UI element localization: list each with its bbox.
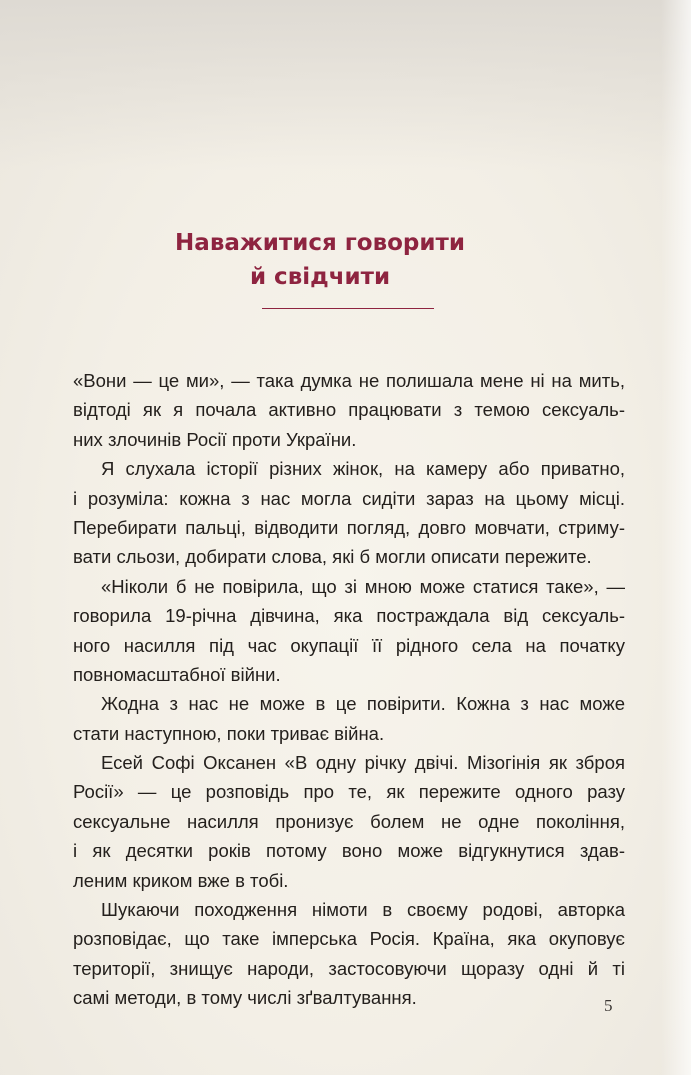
text-line: Жодна з нас не може в це повірити. Кожна з нас може bbox=[101, 693, 625, 715]
text-line: Есей Софі Оксанен «В одну річку двічі. Мізогінія як зброя bbox=[101, 752, 625, 774]
text-line: них злочинів Росії проти України. bbox=[73, 428, 357, 450]
text-line: Шукаючи походження німоти в своєму родові, авторка bbox=[101, 899, 625, 921]
paragraph bbox=[73, 366, 625, 454]
text-line: території, знищує народи, застосовуючи щоразу одні й ті bbox=[73, 957, 625, 979]
chapter-title-line-2: й свідчити bbox=[249, 264, 391, 290]
chapter-title bbox=[110, 226, 530, 294]
title-divider bbox=[262, 308, 434, 309]
text-line: і розуміла: кожна з нас могла сидіти зараз на цьому місці. bbox=[73, 487, 625, 509]
text-line: повномасштабної війни. bbox=[73, 663, 281, 685]
text-line: «Вони — це ми», — така думка не полишала мене ні на мить, bbox=[73, 370, 625, 391]
text-line: і як десятки років потому воно може відгукнутися здав- bbox=[73, 840, 625, 862]
text-line: ного насилля під час окупації її рідного села на початку bbox=[73, 634, 625, 656]
text-line: говорила 19-річна дівчина, яка постраждала від сексуаль- bbox=[73, 605, 625, 627]
text-line: Перебирати пальці, відводити погляд, довго мовчати, стриму- bbox=[73, 516, 625, 538]
paragraph bbox=[73, 689, 625, 748]
text-line: розповідає, що таке імперська Росія. Країна, яка окуповує bbox=[73, 928, 625, 950]
paragraph bbox=[73, 895, 625, 1013]
text-line: самі методи, в тому числі зґвалтування. bbox=[73, 987, 417, 1009]
text-line: вати сльози, добирати слова, які б могли описати пережите. bbox=[73, 546, 592, 568]
text-line: сексуальне насилля пронизує болем не одне покоління, bbox=[73, 810, 625, 832]
paragraph bbox=[73, 454, 625, 572]
text-line: Росії» — це розповідь про те, як пережите одного разу bbox=[73, 781, 625, 803]
paragraph bbox=[73, 748, 625, 895]
text-line: «Ніколи б не повірила, що зі мною може статися таке», — bbox=[101, 575, 625, 597]
chapter-title-line-1: Наважитися говорити bbox=[175, 230, 465, 256]
text-line: Я слухала історії різних жінок, на камеру або приватно, bbox=[101, 458, 625, 480]
text-line: стати наступною, поки триває війна. bbox=[73, 722, 385, 744]
page-top-shadow bbox=[0, 0, 691, 170]
page-number: 5 bbox=[604, 996, 613, 1015]
page-edge-highlight bbox=[661, 0, 691, 1075]
paragraph bbox=[73, 572, 625, 690]
chapter-body bbox=[73, 366, 625, 1013]
text-line: відтоді як я почала активно працювати з темою сексуаль- bbox=[73, 399, 625, 421]
text-line: леним криком вже в тобі. bbox=[73, 869, 289, 891]
